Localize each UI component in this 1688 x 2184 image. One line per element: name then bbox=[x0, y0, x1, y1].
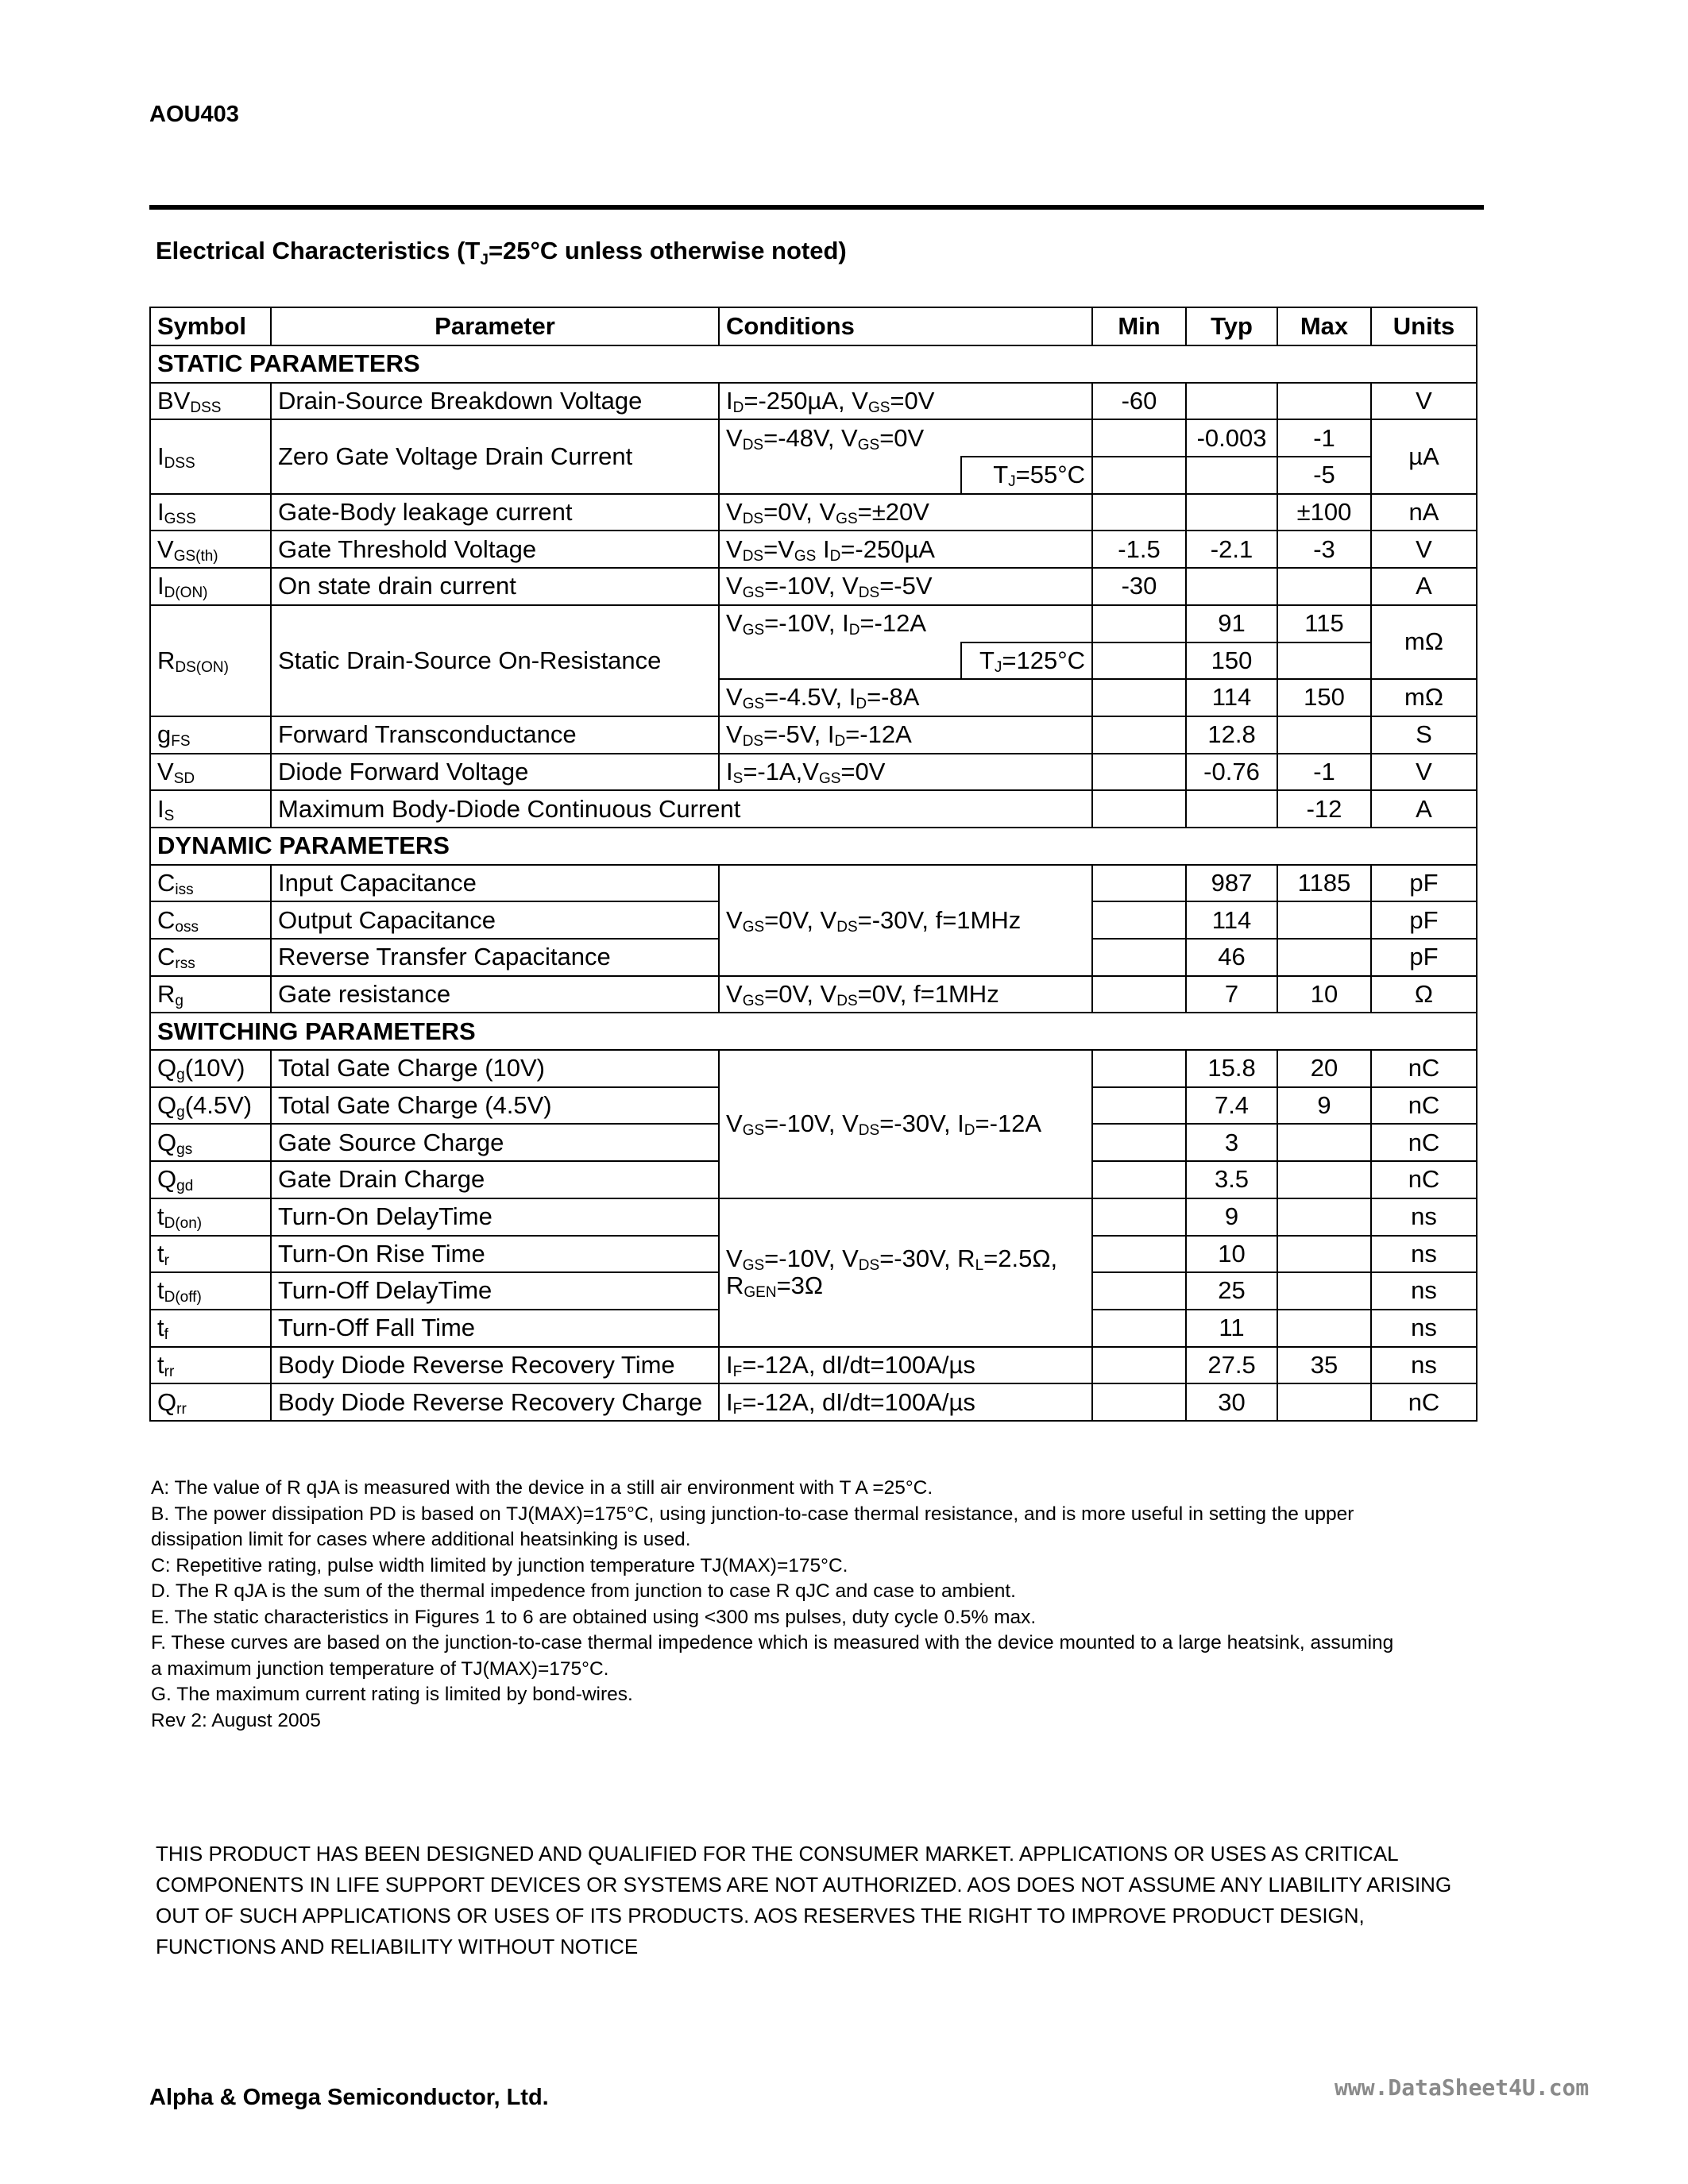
table-row: $Q_g(4.5V)$ Total Gate Charge (4.5V) 7.4 9 nC bbox=[150, 1087, 1477, 1125]
disclaimer bbox=[156, 1839, 1506, 1962]
section-row: SWITCHING PARAMETERS bbox=[150, 1013, 1477, 1050]
table-row: $I_S$ Maximum Body-Diode Continuous Current -12 A bbox=[150, 790, 1477, 828]
section-row: DYNAMIC PARAMETERS bbox=[150, 828, 1477, 865]
footnote: A: The value of R qJA is measured with the device in a still air environment with T A =25°C. bbox=[151, 1477, 933, 1499]
table-row: $V_{GS}=-4.5V$, $I_D=-8A$ 114 150 mΩ bbox=[150, 679, 1477, 716]
disclaimer-line: COMPONENTS IN LIFE SUPPORT DEVICES OR SYSTEMS ARE NOT AUTHORIZED. AOS DOES NOT ASSUME ANY LIABILITY ARISING bbox=[156, 1873, 1452, 1897]
watermark: www.DataSheet4U.com bbox=[1335, 2074, 1590, 2101]
disclaimer-line: THIS PRODUCT HAS BEEN DESIGNED AND QUALIFIED FOR THE CONSUMER MARKET. APPLICATIONS OR USES AS CRITICAL bbox=[156, 1842, 1399, 1866]
table-row: $V_{GS(th)}$ Gate Threshold Voltage $V_{DS}=V_{GS}$ $I_D=-250\mu A$ -1.5 -2.1 -3 V bbox=[150, 531, 1477, 568]
company-name: Alpha & Omega Semiconductor, Ltd. bbox=[149, 2085, 549, 2110]
table-row: $Q_{rr}$ Body Diode Reverse Recovery Charge $I_F=-12A$, dI/dt=100A/µs 30 nC bbox=[150, 1383, 1477, 1421]
table-row: $C_{rss}$ Reverse Transfer Capacitance 46 pF bbox=[150, 939, 1477, 976]
header-symbol: Symbol bbox=[150, 307, 271, 345]
header-typ: Typ bbox=[1186, 307, 1277, 345]
table-row: $g_{FS}$ Forward Transconductance $V_{DS}=-5V$, $I_D=-12A$ 12.8 S bbox=[150, 716, 1477, 754]
table-row: $R_{DS(ON)}$ Static Drain-Source On-Resistance $V_{GS}=-10V$, $I_D=-12A$ 91 115 mΩ bbox=[150, 605, 1477, 642]
table-row: $Q_{gs}$ Gate Source Charge 3 nC bbox=[150, 1124, 1477, 1161]
part-number: AOU403 bbox=[149, 102, 239, 127]
table-row: $Q_g(10V)$ Total Gate Charge (10V) $V_{GS}=-10V$, $V_{DS}=-30V$, $I_D=-12A$ 15.8 20 nC bbox=[150, 1050, 1477, 1087]
table-row: $R_g$ Gate resistance $V_{GS}=0V$, $V_{DS}=0V$, f=1MHz 7 10 Ω bbox=[150, 976, 1477, 1013]
table-header-row bbox=[150, 307, 1477, 345]
electrical-characteristics-table bbox=[149, 307, 1477, 1422]
table-row: $Q_{gd}$ Gate Drain Charge 3.5 nC bbox=[150, 1161, 1477, 1198]
revision-note: Rev 2: August 2005 bbox=[151, 1709, 321, 1731]
disclaimer-line: FUNCTIONS AND RELIABILITY WITHOUT NOTICE bbox=[156, 1935, 639, 1958]
header-conditions: Conditions bbox=[719, 307, 1092, 345]
footnote: C: Repetitive rating, pulse width limited by junction temperature TJ(MAX)=175°C. bbox=[151, 1554, 848, 1576]
table-row: $t_r$ Turn-On Rise Time 10 ns bbox=[150, 1236, 1477, 1273]
section-row: STATIC PARAMETERS bbox=[150, 345, 1477, 383]
header-parameter: Parameter bbox=[271, 307, 719, 345]
footnote: E. The static characteristics in Figures 1 to 6 are obtained using <300 ms pulses, duty cycle 0.5% max. bbox=[151, 1606, 1037, 1628]
footnotes bbox=[151, 1476, 1493, 1734]
header-min: Min bbox=[1092, 307, 1186, 345]
table-row: $C_{iss}$ Input Capacitance $V_{GS}=0V$, $V_{DS}=-30V$, f=1MHz 987 1185 pF bbox=[150, 865, 1477, 902]
table-row: $T_J=125^\circ C$ 150 bbox=[150, 642, 1477, 680]
footnote: dissipation limit for cases where additional heatsinking is used. bbox=[151, 1529, 691, 1550]
footnote: G. The maximum current rating is limited by bond-wires. bbox=[151, 1684, 633, 1705]
table-row: $C_{oss}$ Output Capacitance 114 pF bbox=[150, 901, 1477, 939]
table-row: $I_{GSS}$ Gate-Body leakage current $V_{DS}=0V$, $V_{GS}=\pm 20V$ ±100 nA bbox=[150, 494, 1477, 531]
table-row: $V_{SD}$ Diode Forward Voltage $I_S=-1A,V_{GS}=0V$ -0.76 -1 V bbox=[150, 754, 1477, 791]
footnote: a maximum junction temperature of TJ(MAX)=175°C. bbox=[151, 1657, 609, 1680]
disclaimer-line: OUT OF SUCH APPLICATIONS OR USES OF ITS PRODUCTS. AOS RESERVES THE RIGHT TO IMPROVE PRODUCT DESIGN, bbox=[156, 1904, 1365, 1927]
table-row: $BV_{DSS}$ Drain-Source Breakdown Voltage $I_D=-250\mu A$, $V_{GS}=0V$ -60 V bbox=[150, 383, 1477, 420]
header-units: Units bbox=[1371, 307, 1477, 345]
table-row: $t_{D(off)}$ Turn-Off DelayTime 25 ns bbox=[150, 1272, 1477, 1310]
footnote: B. The power dissipation PD is based on TJ(MAX)=175°C, using junction-to-case thermal resistance, and is more useful in setting the upper bbox=[151, 1503, 1354, 1525]
table-row: $t_{rr}$ Body Diode Reverse Recovery Time $I_F=-12A$, dI/dt=100A/µs 27.5 35 ns bbox=[150, 1347, 1477, 1384]
section-title: Electrical Characteristics ($T_J=25^\circ C$ unless otherwise noted) bbox=[156, 237, 847, 269]
table-row: $t_f$ Turn-Off Fall Time 11 ns bbox=[150, 1310, 1477, 1347]
top-rule bbox=[149, 205, 1484, 210]
footnote: F. These curves are based on the junction-to-case thermal impedence which is measured with the device mounted to a large heatsink, assuming bbox=[151, 1632, 1394, 1653]
table-row: $I_{D(ON)}$ On state drain current $V_{GS}=-10V$, $V_{DS}=-5V$ -30 A bbox=[150, 568, 1477, 605]
header-max: Max bbox=[1277, 307, 1371, 345]
table-row: $I_{DSS}$ Zero Gate Voltage Drain Current $V_{DS}=-48V$, $V_{GS}=0V$ -0.003 -1 µA bbox=[150, 419, 1477, 457]
table-row: $T_J=55^\circ C$ -5 bbox=[150, 457, 1477, 494]
footnote: D. The R qJA is the sum of the thermal impedence from junction to case R qJC and case to ambient. bbox=[151, 1580, 1016, 1602]
table-row: $t_{D(on)}$ Turn-On DelayTime $V_{GS}=-10V$, $V_{DS}=-30V$, $R_L=2.5\Omega$, $R_{GEN}=3\Omega$ 9 ns bbox=[150, 1198, 1477, 1236]
